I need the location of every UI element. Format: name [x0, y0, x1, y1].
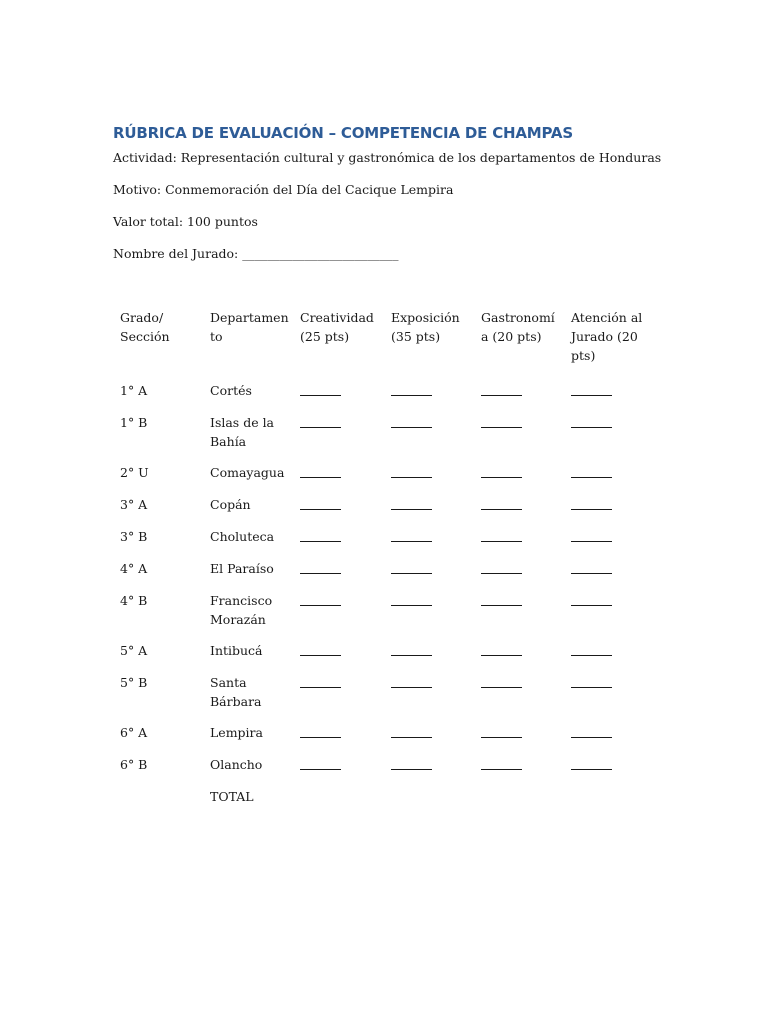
grade-cell: 1° A: [120, 383, 148, 398]
score-blank-line[interactable]: [300, 559, 341, 574]
score-cell-exposicion: [382, 559, 472, 591]
table-row: [111, 381, 651, 413]
table-row: [111, 673, 651, 723]
score-blank-line[interactable]: [300, 413, 341, 428]
score-cell-exposicion: [382, 413, 472, 463]
score-blank-line[interactable]: [391, 723, 432, 738]
score-cell-atencion: [562, 723, 651, 755]
table-row: [111, 463, 651, 495]
score-blank-line[interactable]: [481, 413, 522, 428]
score-blank-line[interactable]: [571, 495, 612, 510]
score-blank-line[interactable]: [571, 673, 612, 688]
table-row: [111, 527, 651, 559]
table-row: [111, 723, 651, 755]
score-cell-atencion: [562, 559, 651, 591]
grade-cell: 6° A: [120, 725, 148, 740]
score-blank-line[interactable]: [391, 495, 432, 510]
score-blank-line[interactable]: [391, 591, 432, 606]
score-blank-line[interactable]: [300, 495, 341, 510]
department-cell: Comayagua: [210, 465, 285, 480]
score-blank-line[interactable]: [300, 755, 341, 770]
score-blank-line[interactable]: [481, 755, 522, 770]
score-blank-line[interactable]: [300, 591, 341, 606]
score-blank-line[interactable]: [481, 527, 522, 542]
score-blank-line[interactable]: [571, 723, 612, 738]
score-cell-creatividad: [291, 673, 382, 723]
table-row: [111, 591, 651, 641]
score-blank-line[interactable]: [391, 559, 432, 574]
score-cell-creatividad: [291, 381, 382, 413]
score-cell-atencion: [562, 641, 651, 673]
department-cell: El Paraíso: [210, 561, 274, 576]
score-cell-creatividad: [291, 591, 382, 641]
score-cell-exposicion: [382, 673, 472, 723]
score-cell-creatividad: [291, 755, 382, 787]
score-blank-line[interactable]: [571, 591, 612, 606]
score-cell-atencion: [562, 381, 651, 413]
table-row: [111, 413, 651, 463]
score-blank-line[interactable]: [481, 559, 522, 574]
score-blank-line[interactable]: [391, 413, 432, 428]
score-blank-line[interactable]: [571, 641, 612, 656]
score-blank-line[interactable]: [481, 723, 522, 738]
department-cell: Francisco Morazán: [210, 593, 273, 627]
score-cell-creatividad: [291, 641, 382, 673]
score-cell-gastronomia: [472, 527, 562, 559]
score-blank-line[interactable]: [481, 673, 522, 688]
grade-cell: 5° A: [120, 643, 148, 658]
score-blank-line[interactable]: [571, 527, 612, 542]
score-cell-creatividad: [291, 527, 382, 559]
score-blank-line[interactable]: [391, 527, 432, 542]
score-cell-exposicion: [382, 591, 472, 641]
header-atencion: Atención al Jurado (20 pts): [571, 310, 643, 363]
score-blank-line[interactable]: [391, 641, 432, 656]
score-cell-creatividad: [291, 463, 382, 495]
department-cell: Olancho: [210, 757, 263, 772]
score-blank-line[interactable]: [391, 381, 432, 396]
score-cell-exposicion: [382, 723, 472, 755]
score-blank-line[interactable]: [391, 755, 432, 770]
table-row: [111, 559, 651, 591]
score-blank-line[interactable]: [300, 381, 341, 396]
score-cell-gastronomia: [472, 413, 562, 463]
department-cell: Choluteca: [210, 529, 275, 544]
grade-cell: 5° B: [120, 675, 148, 690]
score-cell-gastronomia: [472, 381, 562, 413]
grade-cell: 3° B: [120, 529, 148, 544]
score-cell-gastronomia: [472, 463, 562, 495]
table-row: [111, 755, 651, 787]
rubric-table: [111, 308, 651, 818]
score-blank-line[interactable]: [571, 559, 612, 574]
score-cell-exposicion: [382, 755, 472, 787]
score-blank-line[interactable]: [481, 641, 522, 656]
header-exposicion: Exposición (35 pts): [391, 310, 460, 344]
score-cell-atencion: [562, 463, 651, 495]
score-cell-exposicion: [382, 463, 472, 495]
score-blank-line[interactable]: [300, 527, 341, 542]
judge-name-line: Nombre del Jurado: _________________________: [113, 246, 399, 261]
score-blank-line[interactable]: [300, 641, 341, 656]
score-cell-creatividad: [291, 413, 382, 463]
grade-cell: 3° A: [120, 497, 148, 512]
score-cell-atencion: [562, 591, 651, 641]
score-cell-gastronomia: [472, 673, 562, 723]
department-cell: Islas de la Bahía: [210, 415, 275, 449]
total-row: [111, 787, 651, 818]
total-label: TOTAL: [210, 789, 254, 804]
total-value-line: Valor total: 100 puntos: [113, 214, 258, 229]
score-cell-gastronomia: [472, 641, 562, 673]
grade-cell: 1° B: [120, 415, 148, 430]
grade-cell: 4° A: [120, 561, 148, 576]
score-cell-atencion: [562, 413, 651, 463]
score-cell-gastronomia: [472, 723, 562, 755]
grade-cell: 4° B: [120, 593, 148, 608]
score-cell-exposicion: [382, 495, 472, 527]
score-cell-atencion: [562, 527, 651, 559]
department-cell: Santa Bárbara: [210, 675, 262, 709]
department-cell: Lempira: [210, 725, 263, 740]
score-blank-line[interactable]: [481, 591, 522, 606]
document-title: RÚBRICA DE EVALUACIÓN – COMPETENCIA DE CHAMPAS: [113, 124, 573, 142]
header-departamento: Departamen to: [210, 310, 289, 344]
grade-cell: 6° B: [120, 757, 148, 772]
score-cell-gastronomia: [472, 591, 562, 641]
score-blank-line[interactable]: [571, 463, 612, 478]
grade-cell: 2° U: [120, 465, 149, 480]
motive-line: Motivo: Conmemoración del Día del Cacique Lempira: [113, 182, 454, 197]
table-row: [111, 641, 651, 673]
score-blank-line[interactable]: [481, 495, 522, 510]
score-cell-exposicion: [382, 381, 472, 413]
score-blank-line[interactable]: [571, 755, 612, 770]
score-cell-creatividad: [291, 723, 382, 755]
score-blank-line[interactable]: [300, 673, 341, 688]
department-cell: Copán: [210, 497, 251, 512]
score-blank-line[interactable]: [481, 381, 522, 396]
score-blank-line[interactable]: [571, 413, 612, 428]
score-cell-atencion: [562, 673, 651, 723]
header-grado: Grado/ Sección: [120, 310, 170, 344]
score-cell-gastronomia: [472, 559, 562, 591]
score-blank-line[interactable]: [391, 463, 432, 478]
score-blank-line[interactable]: [300, 723, 341, 738]
score-cell-atencion: [562, 755, 651, 787]
activity-line: Actividad: Representación cultural y gastronómica de los departamentos de Honduras: [113, 150, 662, 165]
score-cell-creatividad: [291, 495, 382, 527]
department-cell: Cortés: [210, 383, 252, 398]
score-cell-exposicion: [382, 527, 472, 559]
score-blank-line[interactable]: [300, 463, 341, 478]
table-header-row: [111, 308, 651, 381]
score-cell-exposicion: [382, 641, 472, 673]
header-gastronomia: Gastronomía (20 pts): [481, 310, 555, 344]
score-cell-atencion: [562, 495, 651, 527]
empty-cell: [111, 787, 201, 818]
department-cell: Intibucá: [210, 643, 263, 658]
header-creatividad: Creatividad (25 pts): [300, 310, 374, 344]
score-cell-gastronomia: [472, 755, 562, 787]
score-cell-gastronomia: [472, 495, 562, 527]
score-blank-line[interactable]: [391, 673, 432, 688]
score-blank-line[interactable]: [571, 381, 612, 396]
score-blank-line[interactable]: [481, 463, 522, 478]
score-cell-creatividad: [291, 559, 382, 591]
table-row: [111, 495, 651, 527]
